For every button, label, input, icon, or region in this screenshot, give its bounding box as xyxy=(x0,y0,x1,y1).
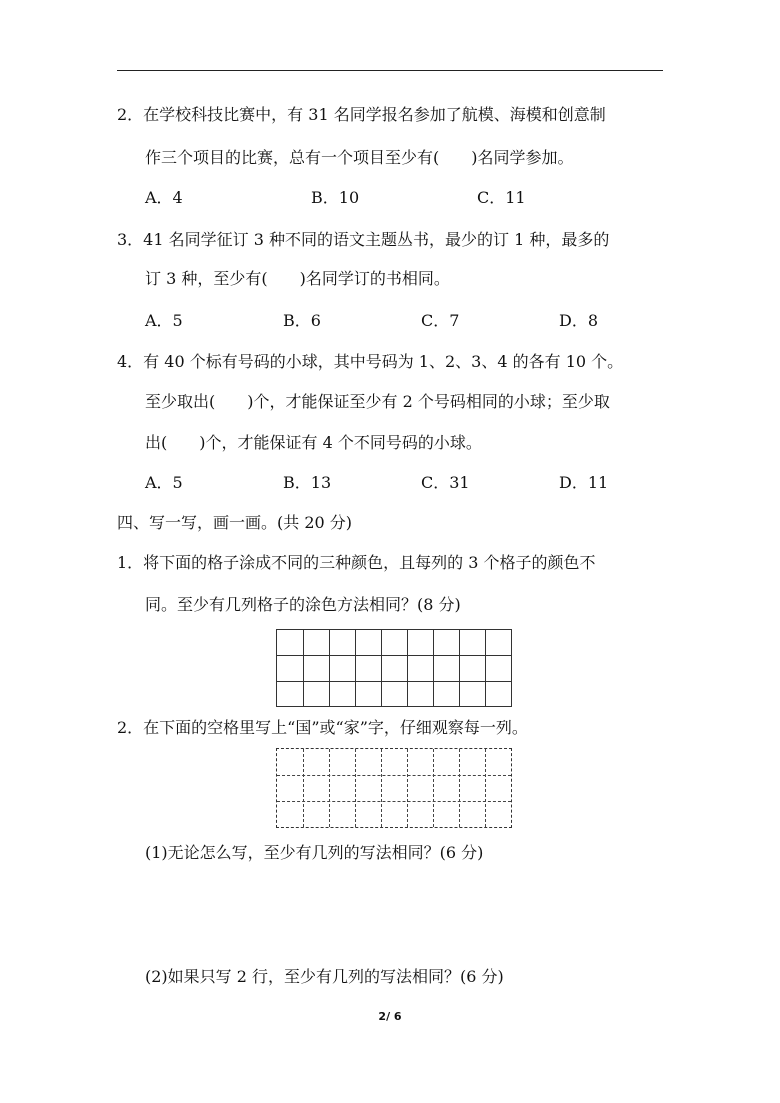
q3-option-a: A．5 xyxy=(145,311,183,330)
q3-option-b: B．6 xyxy=(283,311,321,330)
grid-row-line xyxy=(277,681,511,682)
grid-column-line xyxy=(433,749,434,827)
grid-column-line xyxy=(303,749,304,827)
q4-option-c: C．31 xyxy=(421,473,470,492)
coloring-grid xyxy=(276,629,512,707)
q2-option-c: C．11 xyxy=(477,188,526,207)
q2-line-2: 作三个项目的比赛，总有一个项目至少有( )名同学参加。 xyxy=(145,148,574,167)
s4-q2-sub-1: (1)无论怎么写，至少有几列的写法相同？(6 分) xyxy=(145,843,484,862)
grid-column-line xyxy=(485,749,486,827)
grid-column-line xyxy=(407,630,408,706)
grid-row-line xyxy=(277,801,511,802)
s4-q2-line-1: 2．在下面的空格里写上“国”或“家”字，仔细观察每一列。 xyxy=(117,718,528,737)
q4-option-d: D．11 xyxy=(559,473,609,492)
q4-line-2: 至少取出( )个，才能保证至少有 2 个号码相同的小球；至少取 xyxy=(145,392,610,411)
grid-column-line xyxy=(459,630,460,706)
q3-line-1: 3．41 名同学征订 3 种不同的语文主题丛书，最少的订 1 种，最多的 xyxy=(117,230,610,249)
section-4-title: 四、写一写，画一画。(共 20 分) xyxy=(117,513,353,532)
grid-row-line xyxy=(277,655,511,656)
grid-column-line xyxy=(381,630,382,706)
q2-option-a: A．4 xyxy=(145,188,183,207)
grid-column-line xyxy=(381,749,382,827)
q3-option-d: D．8 xyxy=(559,311,599,330)
s4-q1-line-2: 同。至少有几列格子的涂色方法相同？(8 分) xyxy=(145,595,461,614)
grid-column-line xyxy=(485,630,486,706)
q3-option-c: C．7 xyxy=(421,311,460,330)
s4-q1-line-1: 1．将下面的格子涂成不同的三种颜色，且每列的 3 个格子的颜色不 xyxy=(117,553,596,572)
grid-row-line xyxy=(277,775,511,776)
q2-option-b: B．10 xyxy=(311,188,360,207)
s4-q2-sub-2: (2)如果只写 2 行，至少有几列的写法相同？(6 分) xyxy=(145,967,504,986)
page-number: 2/ 6 xyxy=(378,1010,402,1023)
header-rule xyxy=(117,70,663,71)
grid-column-line xyxy=(329,630,330,706)
grid-column-line xyxy=(355,630,356,706)
grid-column-line xyxy=(407,749,408,827)
q4-line-3: 出( )个，才能保证有 4 个不同号码的小球。 xyxy=(145,433,482,452)
grid-column-line xyxy=(329,749,330,827)
q4-option-a: A．5 xyxy=(145,473,183,492)
grid-column-line xyxy=(459,749,460,827)
writing-grid xyxy=(276,748,512,828)
q4-option-b: B．13 xyxy=(283,473,332,492)
q3-line-2: 订 3 种，至少有( )名同学订的书相同。 xyxy=(145,269,450,288)
grid-column-line xyxy=(433,630,434,706)
grid-column-line xyxy=(303,630,304,706)
grid-column-line xyxy=(355,749,356,827)
q2-line-1: 2．在学校科技比赛中，有 31 名同学报名参加了航模、海模和创意制 xyxy=(117,105,606,124)
q4-line-1: 4．有 40 个标有号码的小球，其中号码为 1、2、3、4 的各有 10 个。 xyxy=(117,352,624,371)
